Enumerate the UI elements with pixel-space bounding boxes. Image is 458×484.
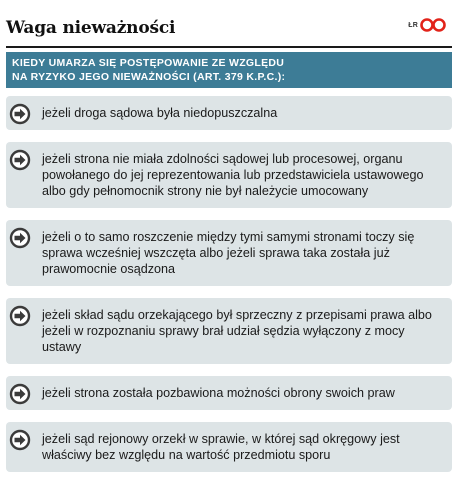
list-item <box>6 142 452 208</box>
list-item-text: jeżeli strona została pozbawiona możności obrony swoich praw <box>42 386 395 400</box>
arrow-right-circle-icon <box>9 227 31 249</box>
arrow-right-circle-icon <box>9 149 31 171</box>
author-credit: ŁR <box>408 22 418 29</box>
header-divider <box>6 46 452 48</box>
arrow-right-circle-icon <box>9 383 31 405</box>
list-item-text: jeżeli skład sądu orzekającego był sprzeczny z przepisami prawa albo jeżeli w rozpoznaniu sprawy brał udział sędzia wyłączony z mocy ustawy <box>42 308 432 354</box>
banner-line: KIEDY UMARZA SIĘ POSTĘPOWANIE ZE WZGLĘDU <box>12 57 285 69</box>
header <box>6 18 452 42</box>
page-title: Waga nieważności <box>6 18 176 38</box>
condition-list <box>6 96 452 484</box>
arrow-right-circle-icon <box>9 305 31 327</box>
info-banner <box>6 52 452 88</box>
list-item <box>6 96 452 130</box>
list-item <box>6 422 452 472</box>
arrow-right-circle-icon <box>9 103 31 125</box>
list-item-text: jeżeli strona nie miała zdolności sądowej lub procesowej, organu powołanego do jej reprezentowania lub przedstawiciela ustawowego albo gdy pełnomocnik strony nie był należycie umocowany <box>42 152 424 198</box>
list-item-text: jeżeli sąd rejonowy orzekł w sprawie, w której sąd okręgowy jest właściwy bez względu na wartość przedmiotu sporu <box>42 432 400 462</box>
list-item-text: jeżeli droga sądowa była niedopuszczalna <box>42 106 278 120</box>
list-item <box>6 376 452 410</box>
banner-line: NA RYZYKO JEGO NIEWAŻNOŚCI (ART. 379 K.P.C.): <box>12 71 286 83</box>
arrow-right-circle-icon <box>9 429 31 451</box>
list-item <box>6 220 452 286</box>
list-item <box>6 298 452 364</box>
publisher-logo-icon <box>420 18 446 32</box>
list-item-text: jeżeli o to samo roszczenie między tymi samymi stronami toczy się sprawa wcześniej wszczęta albo jeżeli sprawa taka została już prawomocnie osądzona <box>42 230 415 276</box>
